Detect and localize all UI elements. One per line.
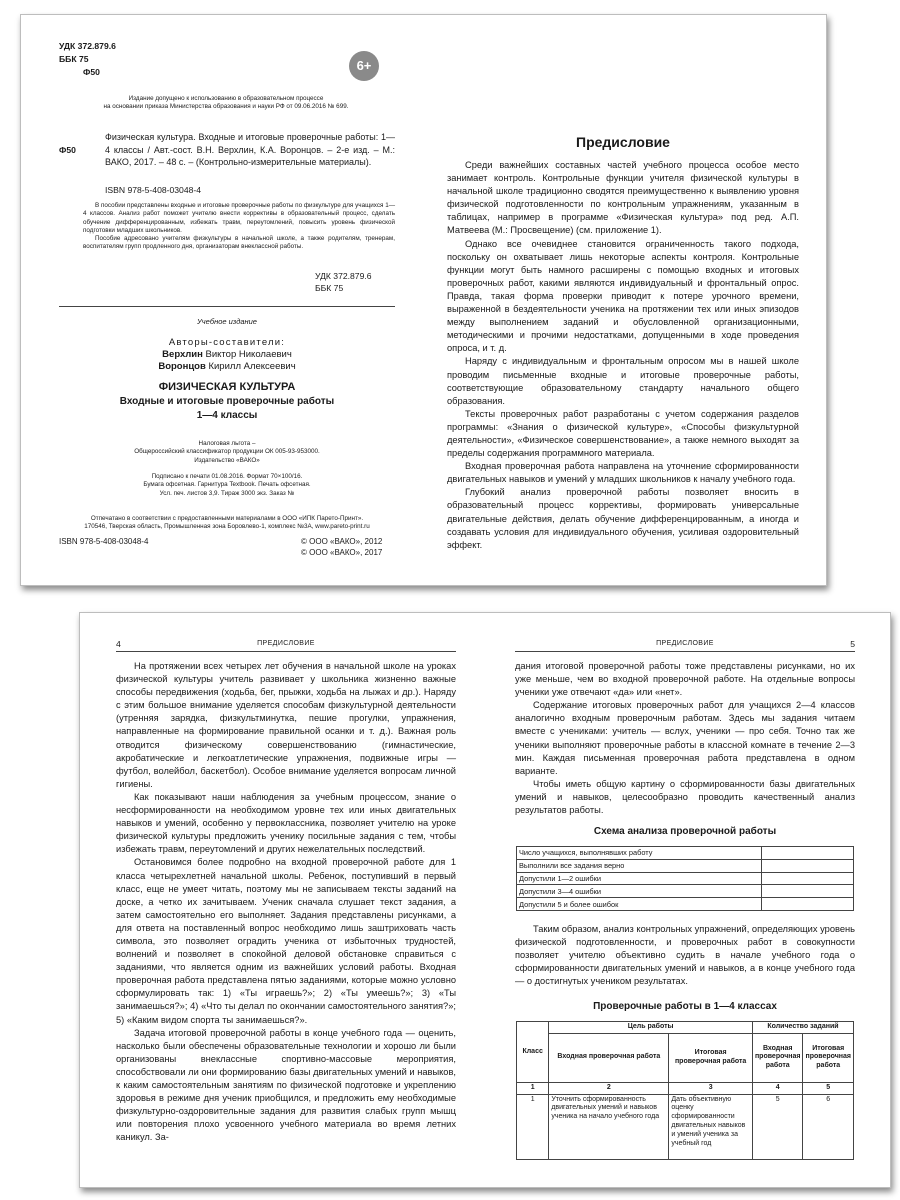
header-rule (116, 651, 456, 652)
paragraph: Как показывают наши наблюдения за учебным процессом, знание о несформированности на необходимом уровне тех или иных двигательных навыков и умений, особенно у первоклассника, позволяет учителю на уроке физической культуры предложить ученику посильные задания с тем, чтобы избежать травм, переутомлений и других нежелательных последствий. (116, 791, 456, 855)
paragraph: Однако все очевиднее становится ограниченность такого подхода, поскольку он охватывает лишь некоторые аспекты контроля. Контрольные функции могут быть намного расширены с помощью входных и итоговых проверочных работ, какими являются индивидуальный и фронтальный опрос. Правда, такая форма проверки приводит к потере урочного времени, выраженной в бездеятельности ученика на протяжении тех или иных эпизодов между выполнением заданий и обусловленной организационными, методическими и прочими недостатками, допущенными в ходе проведения опроса, и т. д. (447, 238, 799, 354)
copyright-2017: © ООО «ВАКО», 2017 (301, 548, 383, 557)
udk-code: УДК 372.879.6 (59, 41, 116, 51)
paragraph: дания итоговой проверочной работы тоже представлены рисунками, но их уже меньше, чем во входной проверочной работе. На отдельные вопросы ученики уже отвечают «да» или «нет». (515, 661, 855, 698)
bottom-book-spread (79, 612, 891, 1188)
table-row: 1 Уточнить сформированность двигательных умений и навыков ученика на начало учебного года Дать объективную оценку сформированности двигательных навыков и умений ученика за учебный год 5 6 (517, 1094, 854, 1159)
empty-cell (762, 847, 854, 860)
works-table (516, 1021, 854, 1160)
table-header-row: Входная проверочная работа Итоговая проверочная работа Входная проверочная работа Итоговая проверочная работа (517, 1033, 854, 1082)
page-4-text (116, 660, 456, 1144)
table-row: Число учащихся, выполнявших работу (517, 847, 854, 860)
table-row: Допустили 5 и более ошибок (517, 898, 854, 911)
analysis-scheme-table (516, 846, 854, 911)
empty-cell (762, 885, 854, 898)
bbk-code-2: ББК 75 (315, 283, 344, 293)
table-row: Выполнили все задания верно (517, 859, 854, 872)
book-grades: 1—4 классы (196, 410, 258, 421)
page-number: 5 (850, 639, 855, 649)
paragraph: Среди важнейших составных частей учебного процесса особое место занимает контроль. Контрольные функции учителя физической культуры в начальной школе традиционно сводятся преимущественно к выявлению уровня физической подготовленности по контрольным упражнениям, указанным в таблицах, например в программе «Физическая культура» под ред. А.П. Матвеева (М.: Просвещение) (см. приложение 1). (447, 160, 799, 236)
running-head: ПРЕДИСЛОВИЕ (656, 640, 714, 647)
top-book-spread (20, 14, 827, 586)
table-row: Допустили 3—4 ошибки (517, 885, 854, 898)
authors-heading: Авторы-составители: (168, 337, 286, 348)
empty-cell (762, 859, 854, 872)
isbn-bottom: ISBN 978-5-408-03048-4 (59, 537, 149, 546)
table-header-row: Класс Цель работы Количество заданий (517, 1022, 854, 1034)
edition-type: Учебное издание (197, 317, 257, 326)
empty-cell (762, 872, 854, 885)
page-5-text (515, 660, 855, 817)
paragraph: Чтобы иметь общую картину о сформированности базы двигательных умений и навыков, целесообразно проводить качественный анализ результатов работы. (515, 778, 855, 816)
printer-info: Отпечатано в соответствии с предоставленными материалами в ООО «ИПК Парето-Принт». 170546, Тверская область, Промышленная зона Боровлево-1, комплекс №3А, www.pareto-print.ru (84, 515, 370, 531)
author-2: Воронцов Кирилл Алексеевич (158, 361, 296, 372)
works-heading: Проверочные работы в 1—4 классах (593, 1001, 777, 1012)
bibliographic-record: Физическая культура. Входные и итоговые проверочные работы: 1—4 классы / Авт.-сост. В.Н. Верхлин, К.А. Воронцов. – 2-е изд. – М.: ВАКО, 2017. – 48 с. – (Контрольно-измерительные материалы). (105, 132, 395, 168)
paragraph: Наряду с индивидуальным и фронтальным опросом мы в нашей школе проводим письменные входные и итоговые проверочные работы, соответствующие образовательному стандарту начального общего образования. (447, 356, 799, 406)
paragraph: Задача итоговой проверочной работы в конце учебного года — оценить, насколько были обеспечены образовательные технологии и хорошо ли были организованы внеклассные спортивно-массовые мероприятия, способствовали ли они формированию базы двигательных умений и навыков, к каким самостоятельным занятиям по физической подготовке и укреплению здоровья в режиме дня ученик приобщился, и предложить ему необходимые физкультурно-оздоровительные задания для развития слабых групп мышц или повторения плохо усвоенного учебного материала во время летних каникул. За- (116, 1027, 456, 1143)
foreword-heading: Предисловие (576, 134, 670, 150)
paragraph: Глубокий анализ проверочной работы позволяет вносить в образовательный процесс коррективы, формировать универсальные двигательные действия, делать обучение дифференцированным, а иногда и создавать условия для индивидуального обучения, усиливая оздоровительный эффект. (447, 487, 799, 550)
scheme-heading: Схема анализа проверочной работы (593, 826, 777, 837)
author-mark: Ф50 (83, 67, 100, 77)
tax-info: Налоговая льгота – Общероссийский классификатор продукции ОК 005-93-953000. Издательство «ВАКО» (134, 440, 320, 464)
table-number-row: 1 2 3 4 5 (517, 1082, 854, 1094)
approval-note: Издание допущено к использованию в образовательном процессе на основании приказа Министерства образования и науки РФ от 09.06.2016 № 699. (103, 95, 349, 111)
annotation: В пособии представлены входные и итоговые проверочные работы по физкультуре для учащихся 1—4 классов. Анализ работ поможет учителю внести коррективы в образовательный процесс, сделать обучение дифференцированным, избежать травм, переутомлений, повысить уровень физической подготовки младших школьников. Пособие адресовано учителям физкультуры в начальной школе, а также родителям, тренерам, воспитателям групп продленного дня, организаторам внеклассной работы. (83, 202, 395, 251)
paragraph: Входная проверочная работа направлена на уточнение сформированности двигательных навыков и умений у младших школьников к началу учебного года. (447, 461, 799, 485)
divider (59, 306, 395, 307)
running-head: ПРЕДИСЛОВИЕ (257, 640, 315, 647)
paragraph: Содержание итоговых проверочных работ для учащихся 2—4 классов аналогично входным проверочным работам. Здесь мы задания читаем вместе с учениками: учитель — вслух, ученики — про себя. Точно так же ученики выполняют проверочные работы в классной комнате в течение 2—3 мин. Каждая письменная проверочная работа представлена в одном варианте. (515, 700, 855, 776)
paragraph: Остановимся более подробно на входной проверочной работе для 1 класса четырехлетней начальной школы. Ребенок, поступивший в первый класс, еще не умеет читать, поэтому мы не записываем тексты заданий на доске, а четко их зачитываем. Ученик сначала слушает текст задания, а затем самостоятельно его выполняет. Задания представлены рисунками, а для ответа на поставленный вопрос необходимо лишь заштриховать часть символа, это позволяет оградить ученика от избыточных трудностей, волнений и позволяет в спокойной деловой обстановке справиться с заданиями, что является одним из важнейших условий работы. Входная проверочная работа представлена пятью заданиями, которые можно условно сформулировать так: 1) «Ты играешь?»; 2) «Ты умеешь?»; 3) «Ты занимаешься?»; 4) «Что ты делал по окончании самостоятельного занятия?»; 5) «Каким видом спорта ты занимаешься?». (116, 857, 456, 1025)
paragraph: На протяжении всех четырех лет обучения в начальной школе на уроках физической культуры учитель развивает у школьника жизненно важные способы передвижения (ходьба, бег, прыжки, ходьба на лыжах и др.). Наряду с этим большое внимание уделяется способам физкультурной деятельности (утренняя зарядка, физкультминутка, пешие прогулки, упражнения, направленные на формирование правильной осанки и т. д.). Важная роль отводится физическому совершенствованию (гимнастические, акробатические и легкоатлетические упражнения, подвижные игры — футбол, волейбол, баскетбол). Особое внимание уделяется вопросам личной гигиены. (116, 661, 456, 789)
header-rule (515, 651, 855, 652)
bbk-code: ББК 75 (59, 54, 89, 64)
foreword-text (447, 159, 799, 552)
paragraph: Таким образом, анализ контрольных упражнений, определяющих уровень физической подготовленности, и проверочных работ в совокупности позволяет учителю объективно судить в начале учебного года о сформированности двигательных умений и навыков, а в конце учебного года — о достигнутых учеником результатах. (515, 924, 855, 987)
conclusion-text (515, 923, 855, 988)
paragraph: Тексты проверочных работ разработаны с учетом содержания разделов программы: «Знания о физической культуре», «Способы физкультурной деятельности», «Физическое совершенствование», а также немного выходят за пределы содержания программного материала. (447, 408, 799, 459)
foreword-page (421, 15, 826, 585)
author-1: Верхлин Виктор Николаевич (162, 349, 292, 360)
book-title: ФИЗИЧЕСКАЯ КУЛЬТУРА (158, 381, 296, 393)
book-subtitle: Входные и итоговые проверочные работы (119, 396, 335, 407)
table-row: Допустили 1—2 ошибки (517, 872, 854, 885)
copyright-2012: © ООО «ВАКО», 2012 (301, 537, 383, 546)
imprint-page (21, 15, 421, 585)
udk-code-2: УДК 372.879.6 (315, 271, 372, 281)
author-mark-side: Ф50 (59, 145, 76, 155)
empty-cell (762, 898, 854, 911)
age-rating-badge: 6+ (349, 51, 379, 81)
isbn: ISBN 978-5-408-03048-4 (105, 185, 202, 195)
page-4 (80, 613, 485, 1187)
page-number: 4 (116, 639, 121, 649)
page-5 (485, 613, 890, 1187)
print-info: Подписано к печати 01.08.2016. Формат 70×100/16. Бумага офсетная. Гарнитура Textbook. Печать офсетная. Усл. печ. листов 3,9. Тираж 3000 экз. Заказ № (143, 473, 311, 497)
